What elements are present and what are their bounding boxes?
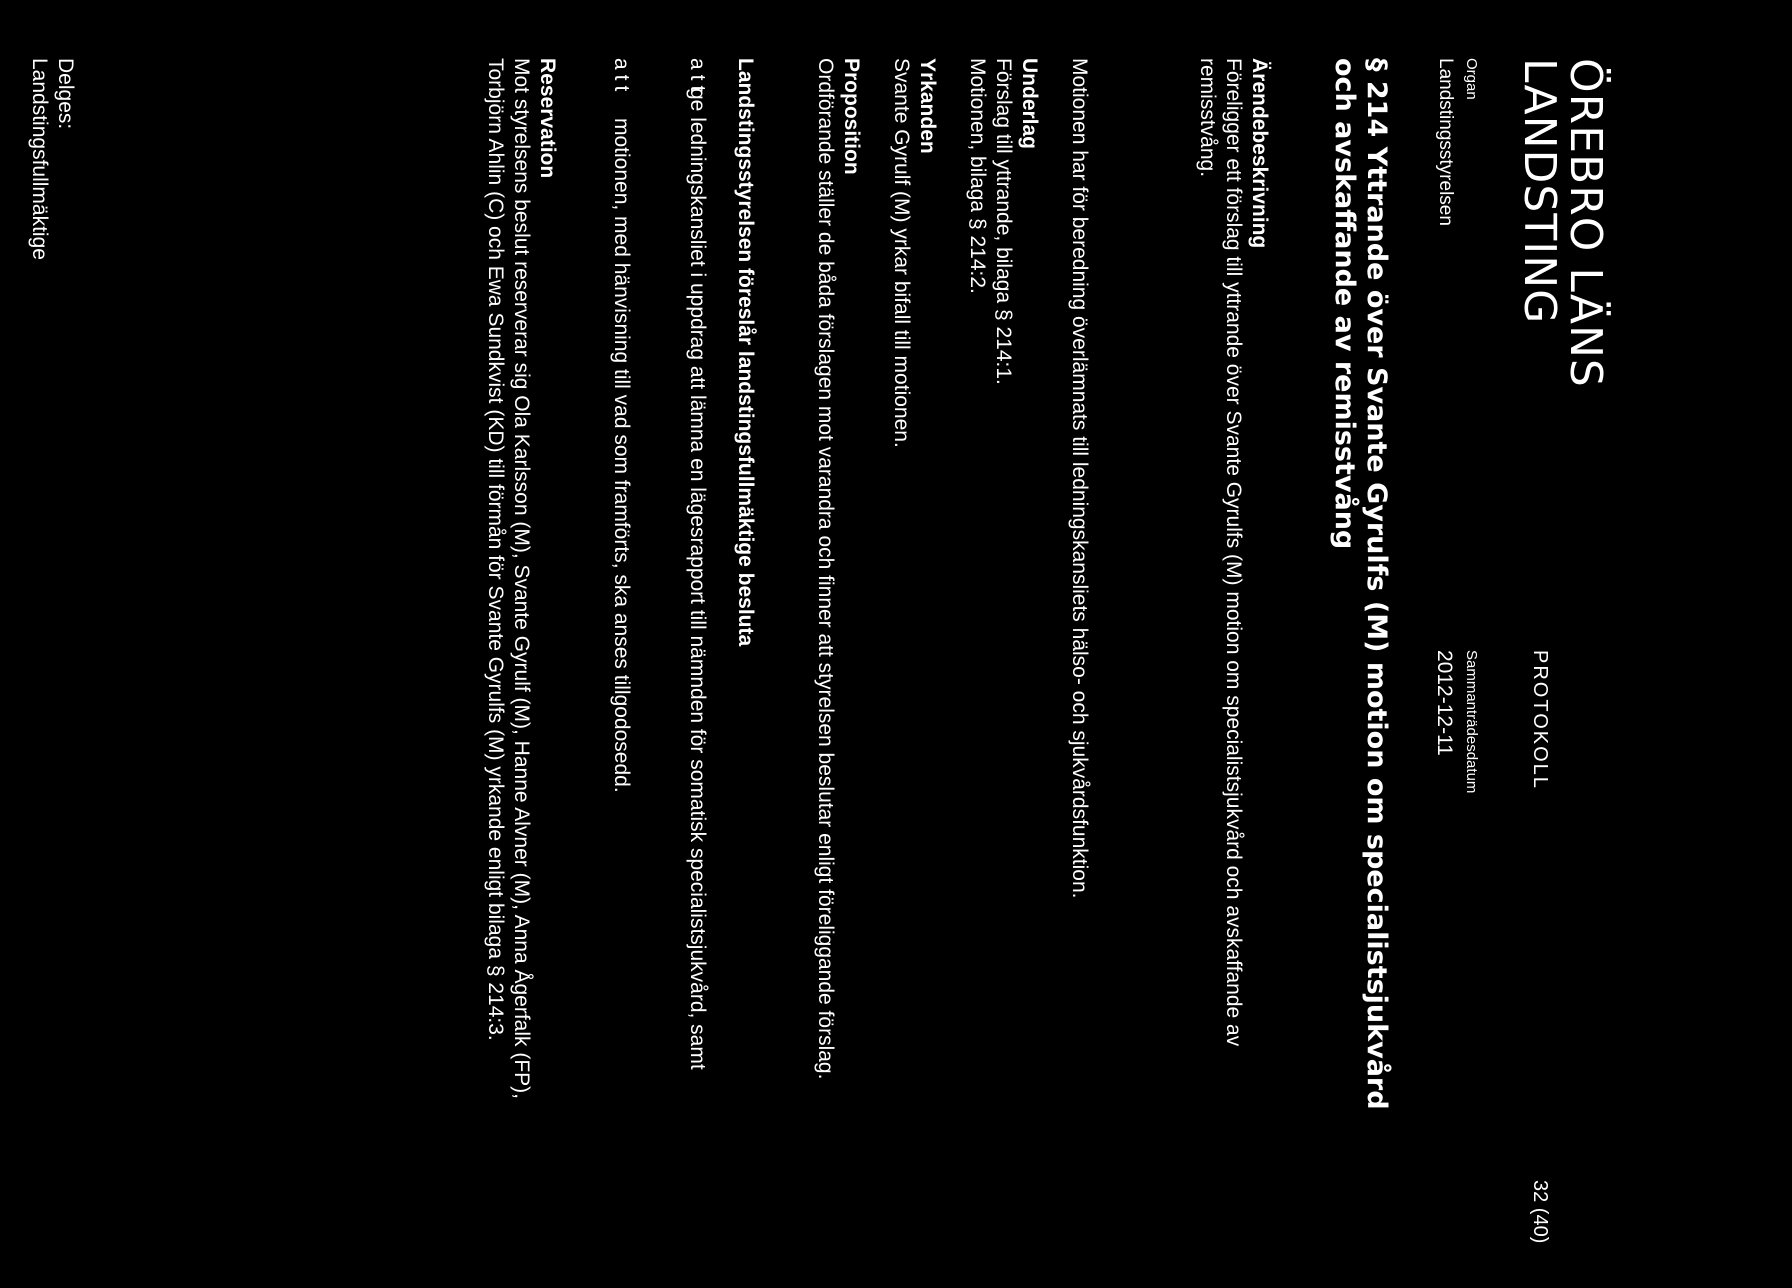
underlag-item-1: Förslag till yttrande, bilaga § 214:1. [992,58,1015,385]
underlag-item-2: Motionen, bilaga § 214:2. [966,58,989,294]
page-number: 32 (40) [1529,1180,1551,1244]
yrkanden-heading: Yrkanden [916,58,939,154]
forslag-heading: Landstingsstyrelsen föreslår landstingsfullmäktige besluta [734,58,757,647]
date-value: 2012-12-11 [1433,650,1456,756]
yrkanden-text: Svante Gyrulf (M) yrkar bifall till motionen. [890,58,913,448]
organ-label: Organ [1463,58,1480,100]
doc-type: PROTOKOLL [1529,650,1551,790]
underlag-heading: Underlag [1018,58,1041,150]
delges-label: Delges: [54,58,77,130]
arendebeskrivning-heading: Ärendebeskrivning [1248,58,1271,249]
att-label-1: att [686,58,709,97]
logo-line-1: ÖREBRO LÄNS [1560,58,1611,388]
reservation-text: Mot styrelsens beslut reserverar sig Ola Karlsson (M), Svante Gyrulf (M), Hanne Alvner (M), Anna Ågerfalk (FP), Torbjörn Ahlin (C) och Ewa Sundkvist (KD) till förmån för Svante Gyrulfs (M) yrkande enligt bilaga § 214:3. [483,58,533,1099]
att-label-2: att [610,58,633,97]
date-label: Sammanträdesdatum [1463,650,1480,794]
forslag-item-1-text: ge ledningskansliet i uppdrag att lämna en lägesrapport till nämnden för somatisk specialistsjukvård, samt [686,88,709,1070]
logo-line-2: LANDSTING [1514,58,1565,325]
reservation-heading: Reservation [536,58,559,179]
beredning-text: Motionen har för beredning överlämnats till ledningskansliets hälso- och sjukvårdsfunktion. [1068,58,1091,899]
title-line-1: § 214 Yttrande över Svante Gyrulfs (M) motion om specialistsjukvård [1361,58,1392,1110]
proposition-heading: Proposition [840,58,863,175]
proposition-text: Ordförande ställer de båda förslagen mot varandra och finner att styrelsen beslutar enligt föreliggande förslag. [814,58,837,1080]
delges-value: Landstingsfullmäktige [28,58,51,260]
forslag-item-1 [684,58,710,1128]
title-line-2: och avskaffande av remisstvång [1328,58,1360,550]
page-title [1327,58,1392,1288]
organ-value: Landstingsstyrelsen [1435,58,1456,226]
forslag-item-2: motionen, med hänvisning till vad som framförts, ska anses tillgodosedd. [610,118,633,793]
arendebeskrivning-text: Föreligger ett förslag till yttrande över Svante Gyrulfs (M) motion om specialistsjukvård och avskaffande av remisstvång. [1195,58,1245,1047]
